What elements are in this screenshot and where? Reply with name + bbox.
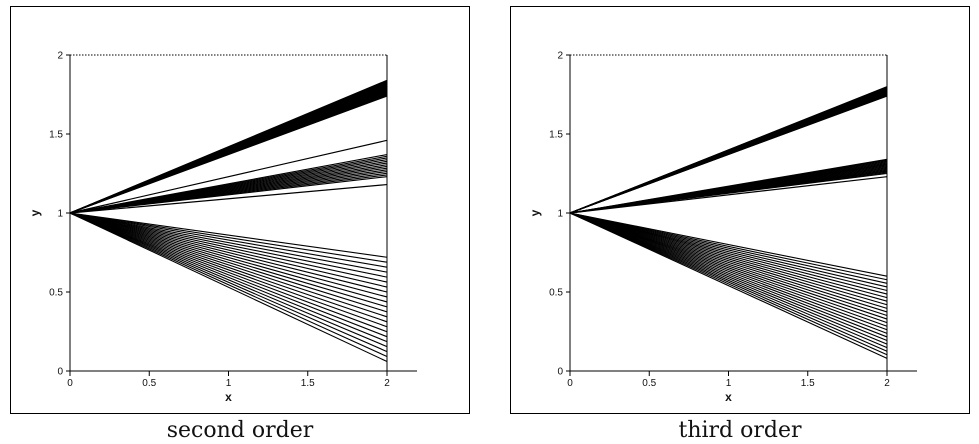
y-tick-label: 2 <box>57 50 63 62</box>
contour-line-fan-2 <box>70 213 387 267</box>
y-tick-label: 1.5 <box>549 129 563 141</box>
contour-line-fan-2 <box>70 213 387 312</box>
contour-line-fan-2 <box>70 213 387 317</box>
contour-line-fan-2 <box>70 213 387 342</box>
contour-line-fan-2 <box>70 213 387 287</box>
y-tick-label: 2 <box>557 50 563 62</box>
panel-second-order <box>0 0 470 443</box>
plot-frame <box>510 6 970 414</box>
y-tick-label: 0 <box>57 366 63 378</box>
contour-line-fan-2 <box>70 213 387 332</box>
contour-line-fan-2 <box>570 213 887 358</box>
x-tick-label: 1 <box>225 378 232 389</box>
y-tick-label: 1 <box>557 208 563 220</box>
contour-line-fan-2 <box>70 213 387 272</box>
x-tick-label: 1.5 <box>300 378 315 389</box>
x-tick-label: 0 <box>567 378 573 389</box>
x-axis-title: x <box>725 390 732 404</box>
panel-third-order <box>500 0 970 443</box>
x-tick-label: 2 <box>884 378 890 389</box>
contour-line-fan-2 <box>70 213 387 327</box>
contour-line-fan-2 <box>70 213 387 352</box>
x-tick-label: 2 <box>384 378 390 389</box>
y-axis-title: y <box>28 209 42 217</box>
contour-line-fan-2 <box>70 213 387 337</box>
x-tick-label: 0.5 <box>142 378 157 389</box>
contour-line-fan-0 <box>570 87 887 213</box>
x-tick-label: 0.5 <box>642 378 657 389</box>
y-tick-label: 0 <box>557 366 563 378</box>
y-tick-label: 1.5 <box>49 129 63 141</box>
x-axis-title: x <box>225 390 232 404</box>
contour-line-fan-2 <box>70 213 387 307</box>
contour-plot-second-order <box>11 7 471 415</box>
plot-frame <box>10 6 470 414</box>
contour-line-fan-1 <box>70 155 387 213</box>
x-tick-label: 1 <box>725 378 732 389</box>
caption-second-order: second order <box>166 418 314 443</box>
y-tick-label: 0.5 <box>49 287 63 299</box>
y-axis-title: y <box>528 209 542 217</box>
contour-plot-third-order <box>511 7 971 415</box>
y-tick-label: 1 <box>57 208 63 220</box>
contour-line-fan-1 <box>570 159 887 213</box>
caption-third-order: third order <box>678 418 802 443</box>
contour-line-fan-2 <box>70 213 387 302</box>
x-tick-label: 0 <box>67 378 73 389</box>
x-tick-label: 1.5 <box>800 378 815 389</box>
contour-line-fan-2 <box>70 213 387 282</box>
y-tick-label: 0.5 <box>549 287 563 299</box>
